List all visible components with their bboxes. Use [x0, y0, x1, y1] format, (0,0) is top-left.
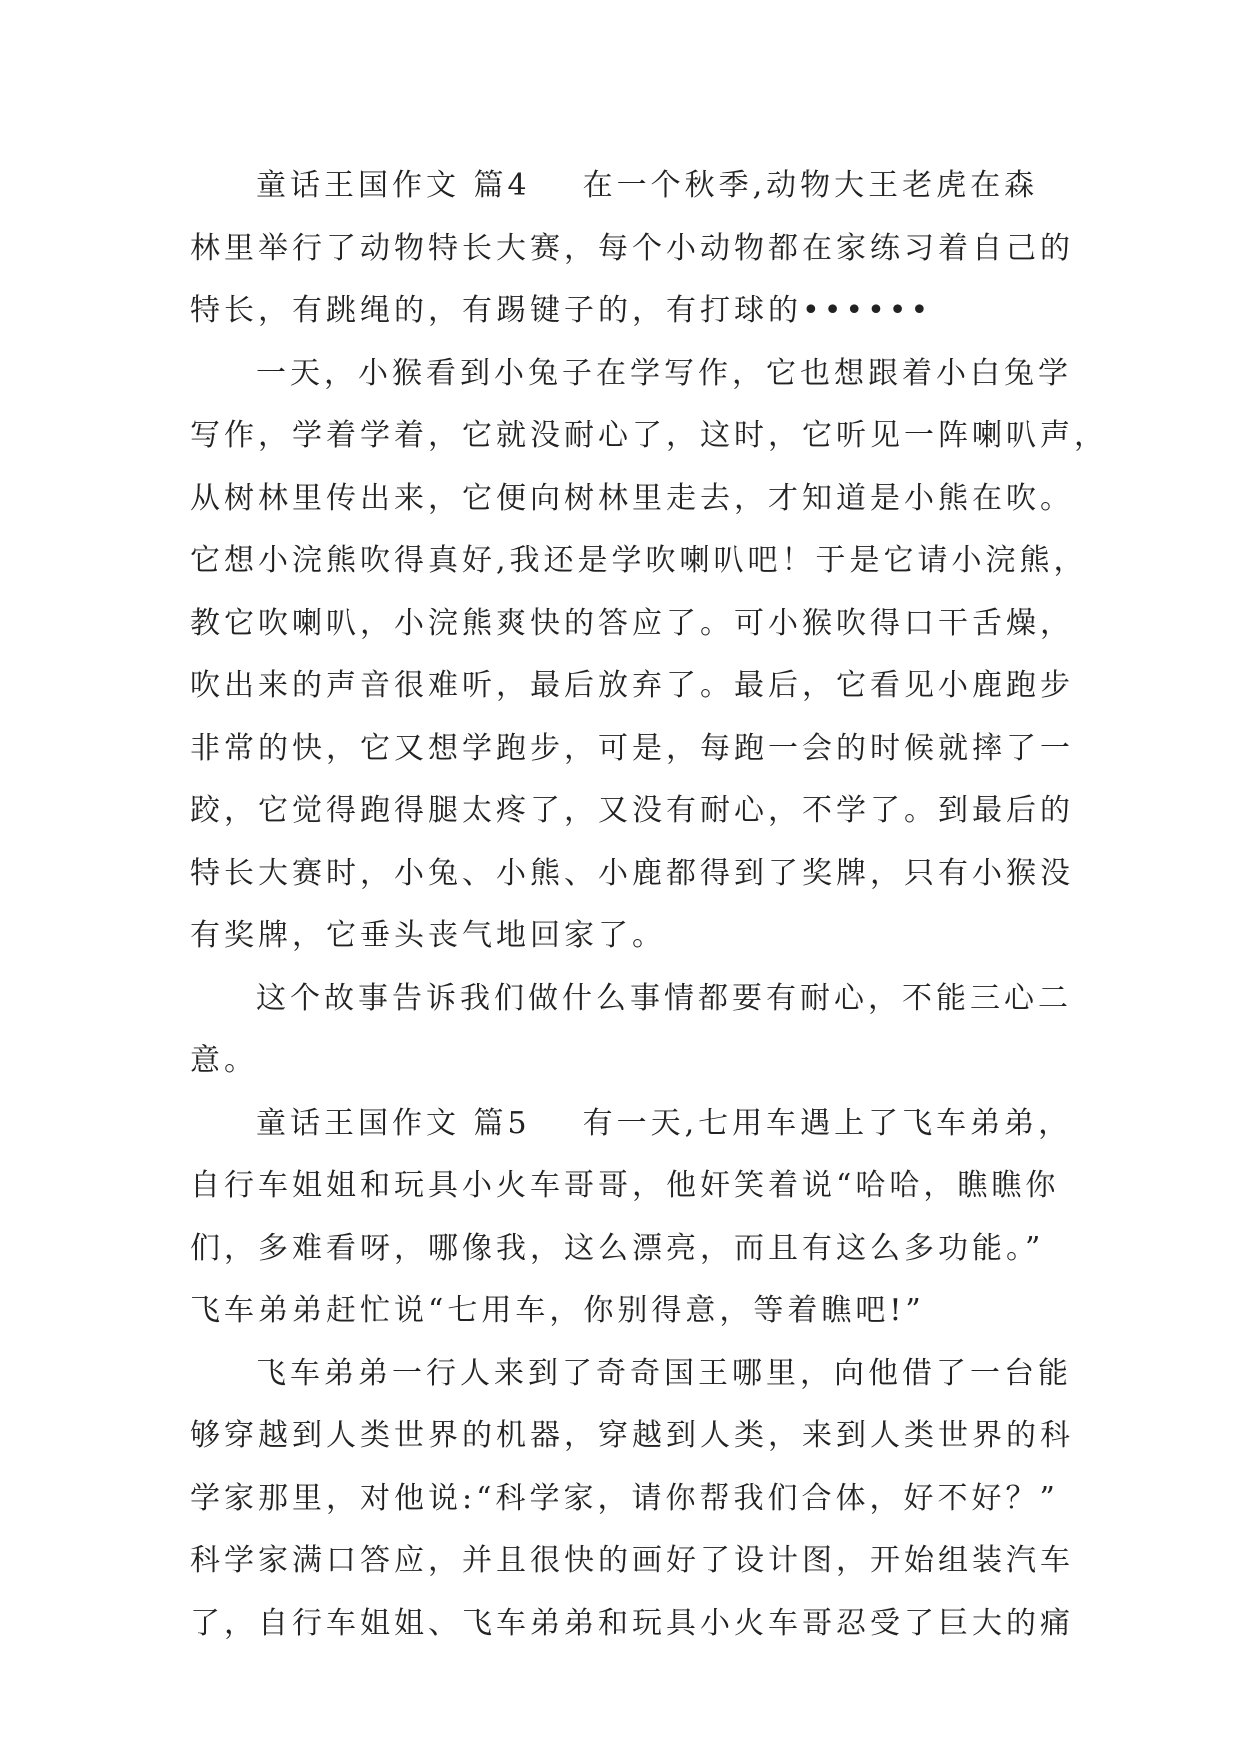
paragraph-line: 有一天,七用车遇上了飞车弟弟，	[582, 1105, 1073, 1141]
paragraph-line: 们，多难看呀，哪像我，这么漂亮，而且有这么多功能。”	[190, 1230, 1045, 1266]
section-5-heading: 童话王国作文 篇5	[256, 1105, 531, 1141]
paragraph-line: 一天，小猴看到小兔子在学写作，它也想跟着小白兔学	[256, 355, 1072, 391]
paragraph-line: 意。	[190, 1043, 258, 1078]
paragraph-line: 从树林里传出来，它便向树林里走去，才知道是小熊在吹。	[190, 480, 1074, 516]
paragraph-line: 跤，它觉得跑得腿太疼了，又没有耐心，不学了。到最后的	[190, 793, 1074, 828]
paragraph-line: 自行车姐姐和玩具小火车哥哥，他奸笑着说“哈哈，瞧瞧你	[190, 1168, 1060, 1203]
paragraph-line: 在一个秋季,动物大王老虎在森	[582, 168, 1039, 203]
article-body	[190, 155, 1108, 1655]
paragraph-line: 教它吹喇叭，小浣熊爽快的答应了。可小猴吹得口干舌燥，	[190, 605, 1074, 641]
paragraph-line: 写作，学着学着，它就没耐心了，这时，它听见一阵喇叭声，	[190, 418, 1108, 453]
paragraph-line: 了，自行车姐姐、飞车弟弟和玩具小火车哥忍受了巨大的痛	[190, 1605, 1074, 1641]
section-4-first-line	[190, 155, 1060, 218]
section-4-heading: 童话王国作文 篇4	[256, 168, 531, 203]
paragraph-line: 吹出来的声音很难听，最后放弃了。最后，它看见小鹿跑步	[190, 668, 1074, 703]
paragraph-line: 学家那里，对他说:“科学家，请你帮我们合体，好不好？”	[190, 1480, 1059, 1516]
paragraph-line: 有奖牌，它垂头丧气地回家了。	[190, 918, 666, 953]
paragraph-line: 它想小浣熊吹得真好,我还是学吹喇叭吧！于是它请小浣熊，	[190, 543, 1088, 578]
paragraph-line: 飞车弟弟一行人来到了奇奇国王哪里，向他借了一台能	[256, 1355, 1072, 1391]
paragraph-line: 科学家满口答应，并且很快的画好了设计图，开始组装汽车	[190, 1543, 1074, 1578]
paragraph-line: 够穿越到人类世界的机器，穿越到人类，来到人类世界的科	[190, 1418, 1074, 1453]
section-5-first-line	[190, 1093, 1073, 1156]
paragraph-line: 飞车弟弟赶忙说“七用车，你别得意，等着瞧吧!”	[190, 1293, 925, 1328]
paragraph-line: 特长，有跳绳的，有踢键子的，有打球的••••••	[190, 293, 933, 328]
paragraph-line: 非常的快，它又想学跑步，可是，每跑一会的时候就摔了一	[190, 730, 1074, 766]
paragraph-line: 林里举行了动物特长大赛，每个小动物都在家练习着自己的	[190, 230, 1074, 266]
paragraph-line: 特长大赛时，小兔、小熊、小鹿都得到了奖牌，只有小猴没	[190, 855, 1074, 891]
paragraph-line: 这个故事告诉我们做什么事情都要有耐心，不能三心二	[256, 980, 1072, 1016]
